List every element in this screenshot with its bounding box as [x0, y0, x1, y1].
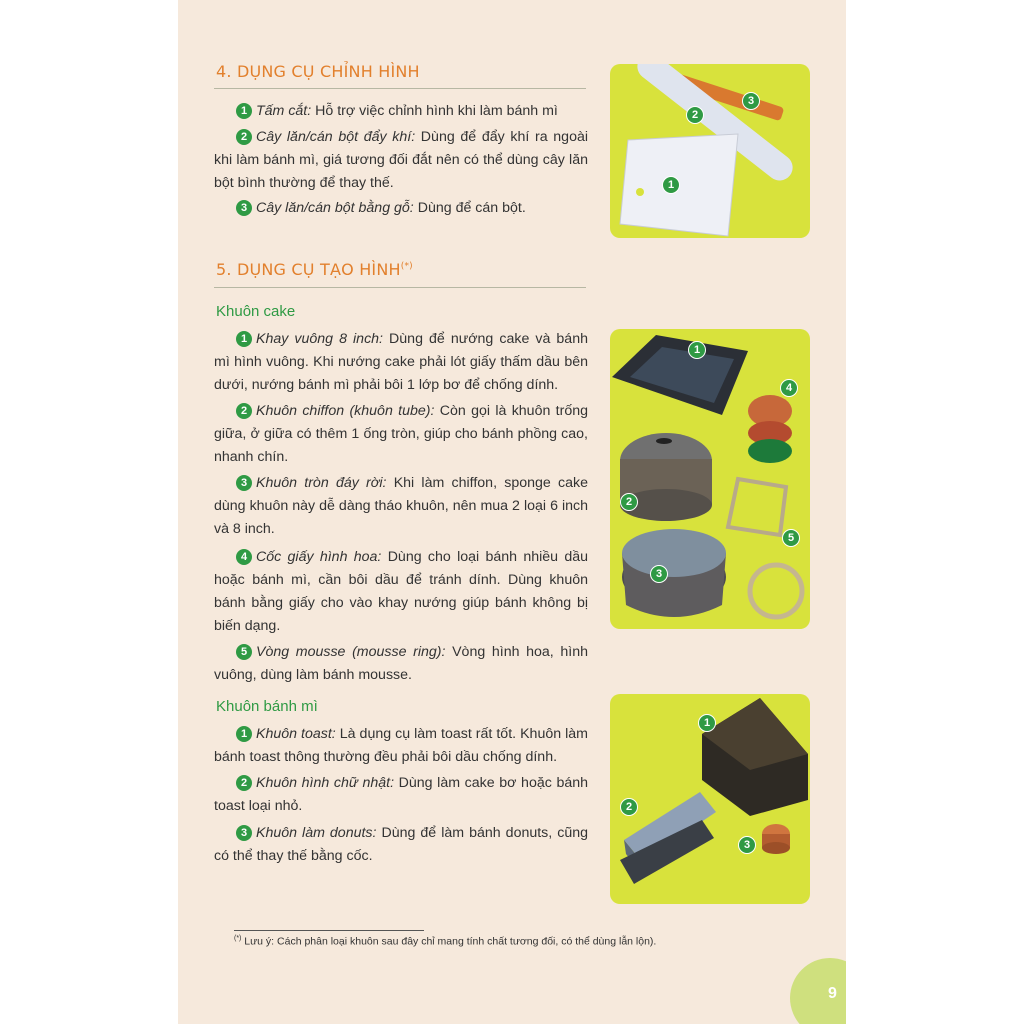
item-term: Khuôn tròn đáy rời:	[256, 475, 387, 491]
photo-badge: 3	[650, 565, 668, 583]
list-item	[214, 723, 588, 769]
number-badge: 3	[236, 475, 252, 491]
list-item	[214, 126, 588, 195]
item-text: Hỗ trợ việc chỉnh hình khi làm bánh mì	[311, 103, 558, 119]
list-item	[214, 400, 588, 469]
number-badge: 5	[236, 644, 252, 660]
footnote	[234, 935, 794, 948]
number-badge: 2	[236, 129, 252, 145]
item-text: Dùng để nướng cake và bánh mì hình vuông. Khi nướng cake phải lót giấy thấm dầu bên dưới, nướng bánh mì phải bôi 1 lớp bơ để chống dính.	[214, 331, 588, 393]
item-term: Cốc giấy hình hoa:	[256, 549, 382, 565]
item-term: Cây lăn/cán bột đẩy khí:	[256, 129, 416, 145]
list-item	[214, 772, 588, 818]
number-badge: 1	[236, 331, 252, 347]
item-text: Là dụng cụ làm toast rất tốt. Khuôn làm bánh toast thông thường đều phải bôi dầu chống dính.	[214, 726, 588, 765]
section-5-title-text: 5. DỤNG CỤ TẠO HÌNH	[216, 260, 401, 279]
item-text: Khi làm chiffon, sponge cake dùng khuôn này dễ dàng tháo khuôn, nên mua 2 loại 6 inch và 8 inch.	[214, 475, 588, 537]
shaping-tools-illustration	[610, 64, 810, 238]
list-item	[214, 641, 588, 687]
number-badge: 3	[236, 200, 252, 216]
number-badge: 3	[236, 825, 252, 841]
item-term: Khay vuông 8 inch:	[256, 331, 383, 347]
footnote-mark: (*)	[234, 935, 242, 942]
photo-badge: 2	[620, 798, 638, 816]
photo-badge: 1	[698, 714, 716, 732]
section-4-rule	[214, 88, 586, 89]
cake-molds-illustration	[610, 329, 810, 629]
item-text: Còn gọi là khuôn trống giữa, ở giữa có thêm 1 ống tròn, giúp cho bánh phồng cao, nhanh chín.	[214, 403, 588, 465]
item-text: Vòng hình hoa, hình vuông, dùng làm bánh mousse.	[214, 644, 588, 683]
item-term: Tấm cắt:	[256, 103, 312, 119]
book-page	[178, 0, 846, 1024]
section-5-rule	[214, 287, 586, 288]
item-text: Dùng để làm bánh donuts, cũng có thể thay thế bằng cốc.	[214, 825, 589, 864]
item-text: Dùng để cán bột.	[413, 200, 526, 216]
photo-badge: 3	[738, 836, 756, 854]
list-item	[214, 472, 588, 541]
photo-badge: 4	[780, 379, 798, 397]
number-badge: 2	[236, 775, 252, 791]
cake-molds-photo	[610, 329, 810, 629]
footnote-rule	[234, 930, 424, 931]
item-term: Cây lăn/cán bột bằng gỗ:	[256, 200, 414, 216]
section-4-title: 4. DỤNG CỤ CHỈNH HÌNH	[216, 62, 420, 81]
photo-badge: 2	[686, 106, 704, 124]
list-item	[214, 822, 588, 868]
item-term: Khuôn hình chữ nhật:	[256, 775, 395, 791]
footnote-text: Lưu ý: Cách phân loại khuôn sau đây chỉ mang tính chất tương đối, có thể dùng lẫn lộn).	[241, 935, 657, 948]
cake-mold-subtitle: Khuôn cake	[216, 303, 296, 320]
number-badge: 2	[236, 403, 252, 419]
item-term: Khuôn chiffon (khuôn tube):	[256, 403, 435, 419]
bread-molds-photo	[610, 694, 810, 904]
bread-mold-subtitle: Khuôn bánh mì	[216, 698, 318, 715]
photo-badge: 2	[620, 493, 638, 511]
number-badge: 1	[236, 103, 252, 119]
item-term: Khuôn làm donuts:	[256, 825, 377, 841]
section-5-title	[216, 260, 413, 279]
footnote-mark: (*)	[400, 261, 413, 272]
page-number: 9	[828, 985, 837, 1002]
number-badge: 1	[236, 726, 252, 742]
item-term: Khuôn toast:	[256, 726, 336, 742]
list-item	[214, 546, 588, 638]
photo-badge: 1	[688, 341, 706, 359]
photo-badge: 3	[742, 92, 760, 110]
shaping-tools-photo	[610, 64, 810, 238]
photo-badge: 1	[662, 176, 680, 194]
item-text: Dùng làm cake bơ hoặc bánh toast loại nhỏ.	[214, 775, 589, 814]
item-text: Dùng để đẩy khí ra ngoài khi làm bánh mì, giá tương đối đắt nên có thể dùng cây lăn bột bình thường để thay thế.	[214, 129, 588, 191]
item-text: Dùng cho loại bánh nhiều dầu hoặc bánh mì, cần bôi dầu để tránh dính. Dùng khuôn bánh bằng giấy cho vào khay nướng giúp bánh không bị biến dạng.	[214, 549, 588, 634]
number-badge: 4	[236, 549, 252, 565]
item-term: Vòng mousse (mousse ring):	[256, 644, 446, 660]
page-number-badge	[790, 958, 846, 1024]
list-item	[214, 197, 588, 220]
photo-badge: 5	[782, 529, 800, 547]
list-item	[214, 100, 588, 123]
list-item	[214, 328, 588, 397]
